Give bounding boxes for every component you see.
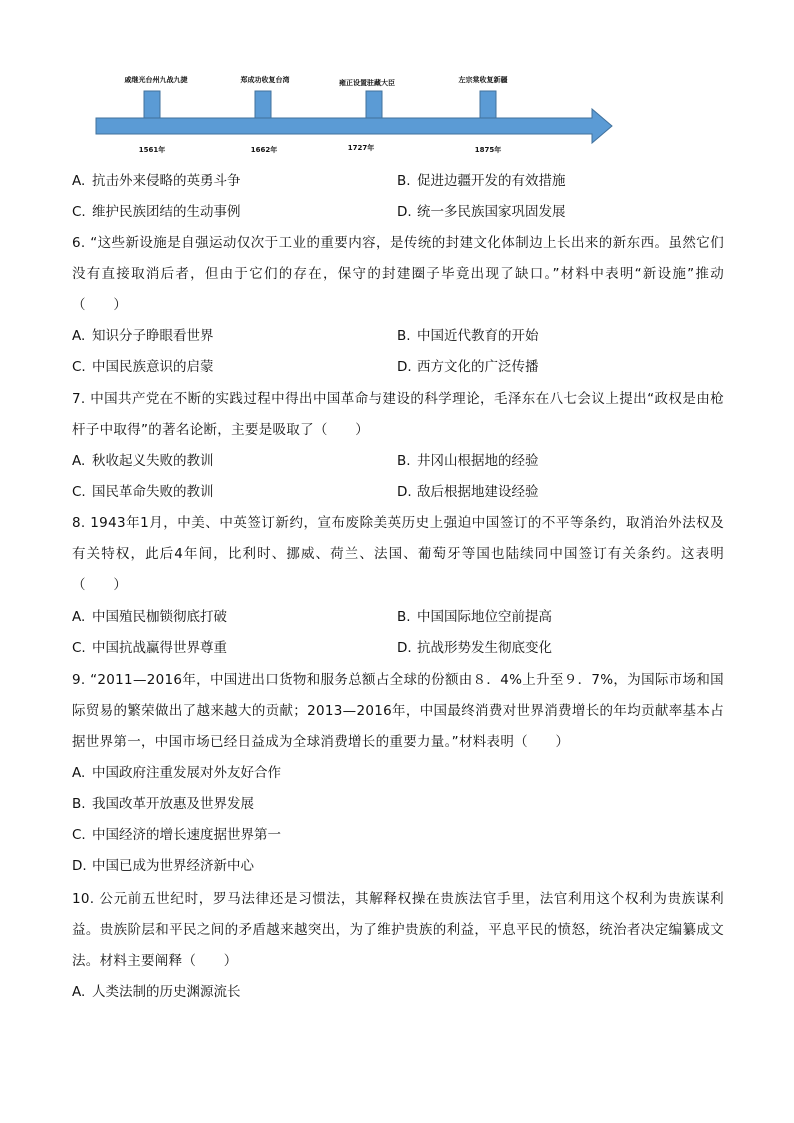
question-6 (72, 228, 724, 321)
option-text: 敌后根据地建设经验 (417, 484, 539, 500)
option-letter: A. (72, 765, 86, 781)
question-10 (72, 884, 724, 977)
q7-option-b[interactable] (397, 451, 539, 471)
question-9 (72, 665, 724, 758)
option-letter: C. (72, 359, 86, 375)
timeline-diagram (0, 0, 794, 165)
q8-option-b[interactable] (397, 607, 552, 627)
option-text: 中国政府注重发展对外友好合作 (92, 765, 281, 781)
timeline-marker (144, 91, 160, 118)
option-text: 我国改革开放惠及世界发展 (92, 796, 254, 812)
q7-option-a[interactable] (72, 451, 214, 471)
option-letter: A. (72, 173, 86, 189)
q10-option-a[interactable] (72, 982, 241, 1002)
q5-option-c[interactable] (72, 202, 241, 222)
option-text: 中国国际地位空前提高 (417, 609, 552, 625)
option-letter: D. (397, 204, 412, 220)
timeline-year-label: 1875年 (474, 146, 502, 154)
q6-option-d[interactable] (397, 357, 539, 377)
timeline-year-label: 1727年 (347, 144, 375, 152)
q7-option-d[interactable] (397, 482, 539, 502)
option-letter: D. (397, 484, 412, 500)
option-letter: B. (397, 328, 411, 344)
q6-option-b[interactable] (397, 326, 539, 346)
option-text: 中国殖民枷锁彻底打破 (92, 609, 227, 625)
option-text: 中国民族意识的启蒙 (92, 359, 214, 375)
option-letter: D. (72, 858, 87, 874)
q8-option-a[interactable] (72, 607, 227, 627)
option-letter: A. (72, 453, 86, 469)
q5-option-d[interactable] (397, 202, 566, 222)
option-letter: A. (72, 609, 86, 625)
option-letter: B. (397, 609, 411, 625)
timeline-marker (255, 91, 271, 118)
timeline-event-label: 戚继光台州九战九捷 (124, 76, 188, 84)
q9-option-a[interactable] (72, 763, 281, 783)
timeline-marker (480, 91, 496, 118)
option-letter: D. (397, 640, 412, 656)
option-text: 秋收起义失败的教训 (92, 453, 214, 469)
option-text: 中国近代教育的开始 (417, 328, 539, 344)
option-text: 国民革命失败的教训 (92, 484, 214, 500)
option-letter: C. (72, 827, 86, 843)
option-text: 抗战形势发生彻底变化 (417, 640, 552, 656)
option-text: 西方文化的广泛传播 (417, 359, 539, 375)
timeline-year-label: 1662年 (250, 146, 278, 154)
q5-option-b[interactable] (397, 171, 566, 191)
option-letter: D. (397, 359, 412, 375)
q7-option-c[interactable] (72, 482, 214, 502)
q8-option-d[interactable] (397, 638, 552, 658)
timeline-marker (366, 91, 382, 118)
q9-option-b[interactable] (72, 794, 254, 814)
option-letter: B. (397, 173, 411, 189)
question-stem: 7. 中国共产党在不断的实践过程中得出中国革命与建设的科学理论，毛泽东在八七会议上提出“政权是由枪杆子中取得”的著名论断，主要是吸取了（ ） (72, 391, 724, 438)
q9-option-d[interactable] (72, 856, 254, 876)
option-text: 统一多民族国家巩固发展 (417, 204, 566, 220)
question-stem: 10. 公元前五世纪时，罗马法律还是习惯法，其解释权操在贵族法官手里，法官利用这个权利为贵族谋利益。贵族阶层和平民之间的矛盾越来越突出，为了维护贵族的利益，平息平民的愤怒，统治者决定编纂成文法。材料主要阐释（ ） (72, 891, 724, 969)
question-stem: 8. 1943年1月，中美、中英签订新约，宣布废除美英历史上强迫中国签订的不平等条约，取消治外法权及有关特权，此后4年间，比利时、挪威、荷兰、法国、葡萄牙等国也陆续同中国签订有关条约。这表明（ ） (72, 515, 724, 593)
option-text: 知识分子睁眼看世界 (92, 328, 214, 344)
question-stem: 6. “这些新设施是自强运动仅次于工业的重要内容，是传统的封建文化体制边上长出来的新东西。虽然它们没有直接取消后者，但由于它们的存在，保守的封建圈子毕竟出现了缺口。”材料中表明“新设施”推动（ ） (72, 235, 724, 313)
q5-option-a[interactable] (72, 171, 241, 191)
timeline-event-label: 雍正设置驻藏大臣 (339, 79, 395, 87)
q6-option-c[interactable] (72, 357, 214, 377)
option-letter: C. (72, 204, 86, 220)
question-7 (72, 384, 724, 446)
option-text: 人类法制的历史渊源流长 (92, 984, 241, 1000)
option-text: 促进边疆开发的有效措施 (417, 173, 566, 189)
option-text: 中国抗战赢得世界尊重 (92, 640, 227, 656)
option-text: 中国经济的增长速度据世界第一 (92, 827, 281, 843)
option-letter: A. (72, 328, 86, 344)
question-8 (72, 508, 724, 601)
q8-option-c[interactable] (72, 638, 227, 658)
question-stem: 9. “2011—2016年，中国进出口货物和服务总额占全球的份额由８．4%上升至９．7%，为国际市场和国际贸易的繁荣做出了越来越大的贡献；2013—2016年，中国最终消费对世界消费增长的年均贡献率基本占据世界第一，中国市场已经日益成为全球消费增长的重要力量。”材料表明（ ） (72, 672, 724, 750)
option-text: 中国已成为世界经济新中心 (92, 858, 254, 874)
option-letter: A. (72, 984, 86, 1000)
timeline-arrow (96, 109, 612, 143)
option-letter: C. (72, 640, 86, 656)
q9-option-c[interactable] (72, 825, 281, 845)
option-text: 抗击外来侵略的英勇斗争 (92, 173, 241, 189)
option-text: 井冈山根据地的经验 (417, 453, 539, 469)
timeline-year-label: 1561年 (138, 146, 166, 154)
q6-option-a[interactable] (72, 326, 214, 346)
timeline-event-label: 郑成功收复台湾 (240, 76, 290, 84)
option-text: 维护民族团结的生动事例 (92, 204, 241, 220)
timeline-event-label: 左宗棠收复新疆 (458, 76, 508, 84)
option-letter: C. (72, 484, 86, 500)
option-letter: B. (72, 796, 86, 812)
option-letter: B. (397, 453, 411, 469)
